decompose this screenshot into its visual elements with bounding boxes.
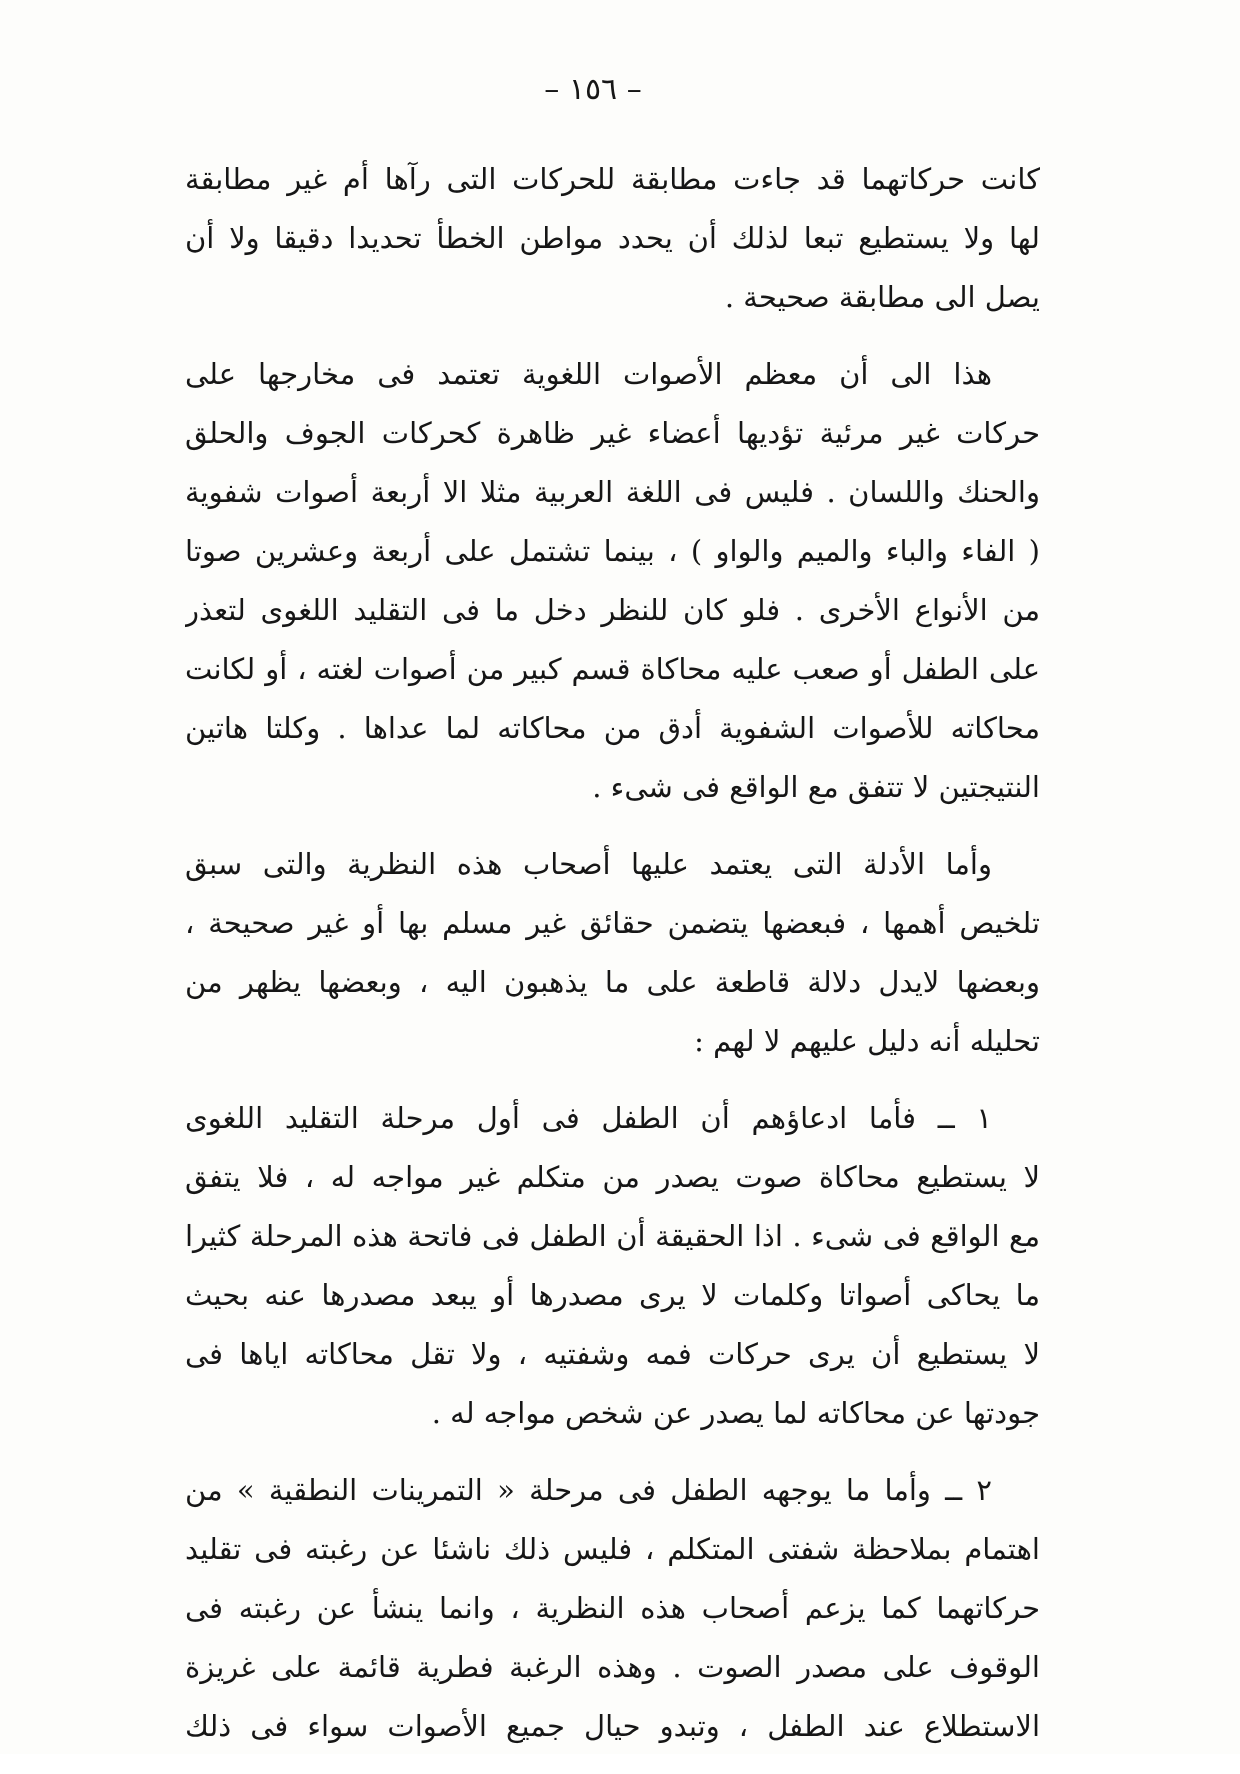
text-line: حركاتهما كما يزعم أصحاب هذه النظرية ، وانما ينشأ عن رغبته فى xyxy=(185,1591,1040,1625)
text-line: محاكاته للأصوات الشفوية أدق من محاكاته لما عداها . وكلتا هاتين xyxy=(185,711,1040,745)
text-line: جودتها عن محاكاته لما يصدر عن شخص مواجه له . xyxy=(431,1396,1040,1430)
text-line: الوقوف على مصدر الصوت . وهذه الرغبة فطرية قائمة على غريزة xyxy=(185,1650,1040,1684)
paragraph xyxy=(185,835,1040,1071)
text-line: ( الفاء والباء والميم والواو ) ، بينما تشتمل على أربعة وعشرين صوتا xyxy=(185,534,1040,568)
text-line: ما يحاكى أصواتا وكلمات لا يرى مصدرها أو يبعد مصدرها عنه بحيث xyxy=(185,1278,1040,1312)
text-line: ١ ــ فأما ادعاؤهم أن الطفل فى أول مرحلة التقليد اللغوى xyxy=(185,1101,992,1135)
text-line: هذا الى أن معظم الأصوات اللغوية تعتمد فى مخارجها على xyxy=(185,357,992,391)
text-line: تلخيص أهمها ، فبعضها يتضمن حقائق غير مسلم بها أو غير صحيحة ، xyxy=(185,906,1040,940)
text-line: من الأنواع الأخرى . فلو كان للنظر دخل ما فى التقليد اللغوى لتعذر xyxy=(185,593,1040,627)
text-line: ٢ ــ وأما ما يوجهه الطفل فى مرحلة « التمرينات النطقية » من xyxy=(185,1473,992,1507)
text-line: لها ولا يستطيع تبعا لذلك أن يحدد مواطن الخطأ تحديدا دقيقا ولا أن xyxy=(185,221,1040,255)
paragraph xyxy=(185,1461,1040,1756)
body-text xyxy=(185,150,1040,1774)
text-line: حركات غير مرئية تؤديها أعضاء غير ظاهرة كحركات الجوف والحلق xyxy=(185,416,1040,450)
text-line: تحليله أنه دليل عليهم لا لهم : xyxy=(694,1024,1040,1058)
text-line: اهتمام بملاحظة شفتى المتكلم ، فليس ذلك ناشئا عن رغبته فى تقليد xyxy=(185,1532,1040,1566)
text-line: يصل الى مطابقة صحيحة . xyxy=(724,280,1040,314)
text-line: على الطفل أو صعب عليه محاكاة قسم كبير من أصوات لغته ، أو لكانت xyxy=(185,652,1040,686)
text-line: الاستطلاع عند الطفل ، وتبدو حيال جميع الأصوات سواء فى ذلك xyxy=(185,1709,1040,1743)
text-line: النتيجتين لا تتفق مع الواقع فى شىء . xyxy=(592,770,1040,804)
text-line: لا يستطيع محاكاة صوت يصدر من متكلم غير مواجه له ، فلا يتفق xyxy=(185,1160,1040,1194)
paragraph xyxy=(185,345,1040,817)
text-line: كانت حركاتهما قد جاءت مطابقة للحركات التى رآها أم غير مطابقة xyxy=(185,162,1040,196)
paragraph xyxy=(185,150,1040,327)
text-line: والحنك واللسان . فليس فى اللغة العربية مثلا الا أربعة أصوات شفوية xyxy=(185,475,1040,509)
text-line: مع الواقع فى شىء . اذا الحقيقة أن الطفل فى فاتحة هذه المرحلة كثيرا xyxy=(185,1219,1040,1253)
text-line: وأما الأدلة التى يعتمد عليها أصحاب هذه النظرية والتى سبق xyxy=(185,847,992,881)
page-number: – ١٥٦ – xyxy=(544,72,642,107)
text-line: وبعضها لايدل دلالة قاطعة على ما يذهبون اليه ، وبعضها يظهر من xyxy=(185,965,1040,999)
text-line: لا يستطيع أن يرى حركات فمه وشفتيه ، ولا تقل محاكاته اياها فى xyxy=(185,1337,1040,1371)
paragraph xyxy=(185,1089,1040,1443)
